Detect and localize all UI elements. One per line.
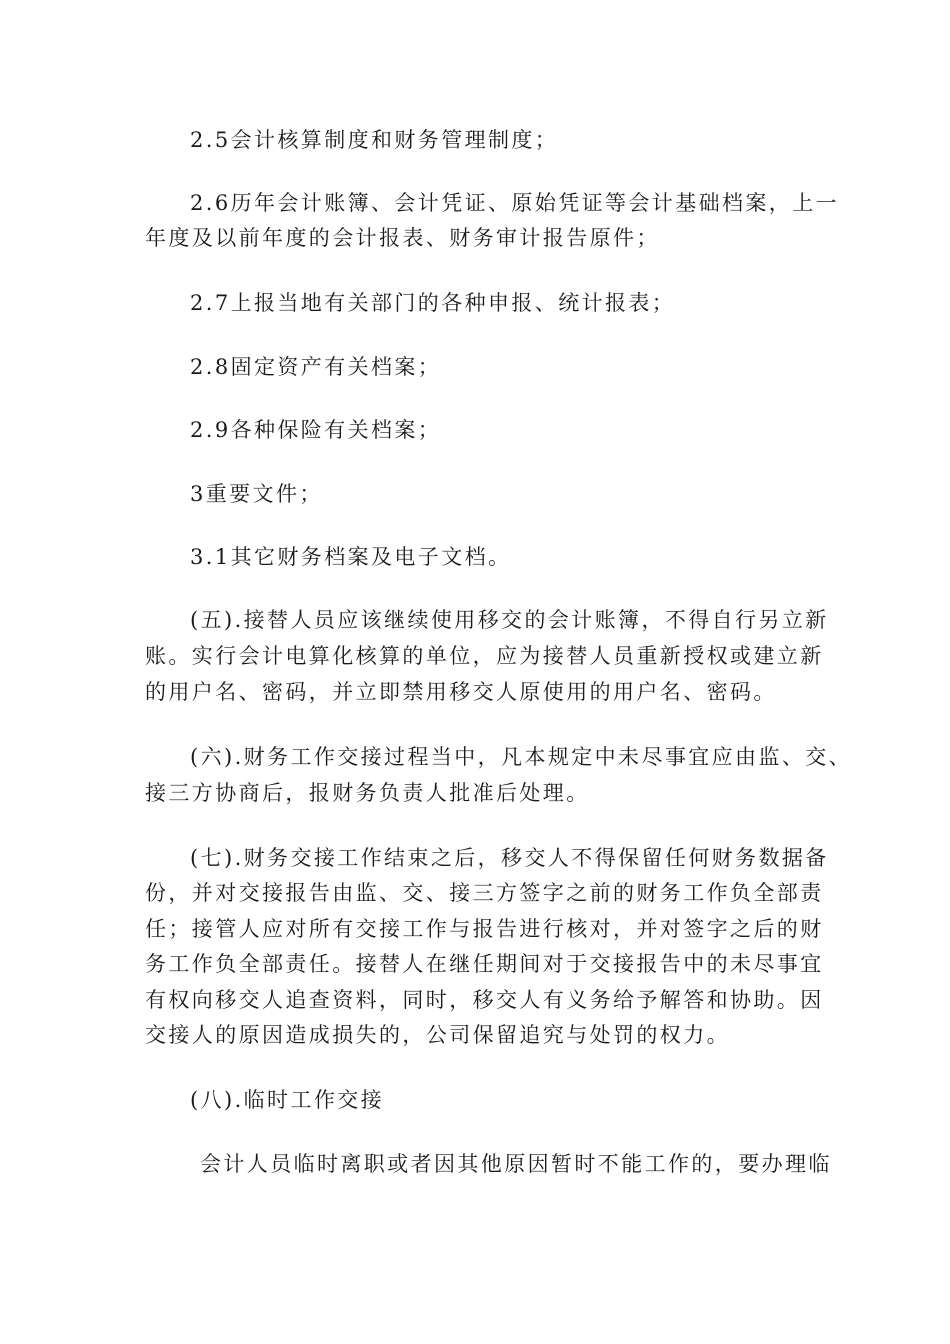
- line-2-6-cont: 年度及以前年度的会计报表、财务审计报告原件；: [145, 226, 660, 250]
- line-2-5: 2.5会计核算制度和财务管理制度；: [190, 128, 559, 152]
- para-5-line-1: (五).接替人员应该继续使用移交的会计账簿，不得自行另立新: [190, 608, 829, 632]
- para-5-line-3: 的用户名、密码，并立即禁用移交人原使用的用户名、密码。: [145, 680, 777, 704]
- para-7-line-5: 有权向移交人追查资料，同时，移交人有义务给予解答和协助。因: [145, 988, 824, 1012]
- para-8-heading: (八).临时工作交接: [190, 1088, 385, 1112]
- line-2-9: 2.9各种保险有关档案；: [190, 418, 442, 442]
- line-3-1: 3.1其它财务档案及电子文档。: [190, 545, 512, 569]
- para-6-line-2: 接三方协商后，报财务负责人批准后处理。: [145, 781, 590, 805]
- line-2-7: 2.7上报当地有关部门的各种申报、统计报表；: [190, 291, 676, 315]
- line-2-6: 2.6历年会计账簿、会计凭证、原始凭证等会计基础档案，上一: [190, 191, 839, 215]
- para-7-line-4: 务工作负全部责任。接替人在继任期间对于交接报告中的未尽事宜: [145, 952, 824, 976]
- para-7-line-3: 任；接管人应对所有交接工作与报告进行核对，并对签字之后的财: [145, 917, 824, 941]
- para-7-line-1: (七).财务交接工作结束之后，移交人不得保留任何财务数据备: [190, 846, 829, 870]
- para-6-line-1: (六).财务工作交接过程当中，凡本规定中未尽事宜应由监、交、: [190, 745, 853, 769]
- para-8-line-1: 会计人员临时离职或者因其他原因暂时不能工作的，要办理临: [200, 1152, 832, 1176]
- line-2-8: 2.8固定资产有关档案；: [190, 355, 442, 379]
- para-7-line-6: 交接人的原因造成损失的，公司保留追究与处罚的权力。: [145, 1023, 730, 1047]
- para-5-line-2: 账。实行会计电算化核算的单位，应为接替人员重新授权或建立新: [145, 644, 824, 668]
- line-3: 3重要文件；: [190, 482, 323, 506]
- para-7-line-2: 份，并对交接报告由监、交、接三方签字之前的财务工作负全部责: [145, 881, 824, 905]
